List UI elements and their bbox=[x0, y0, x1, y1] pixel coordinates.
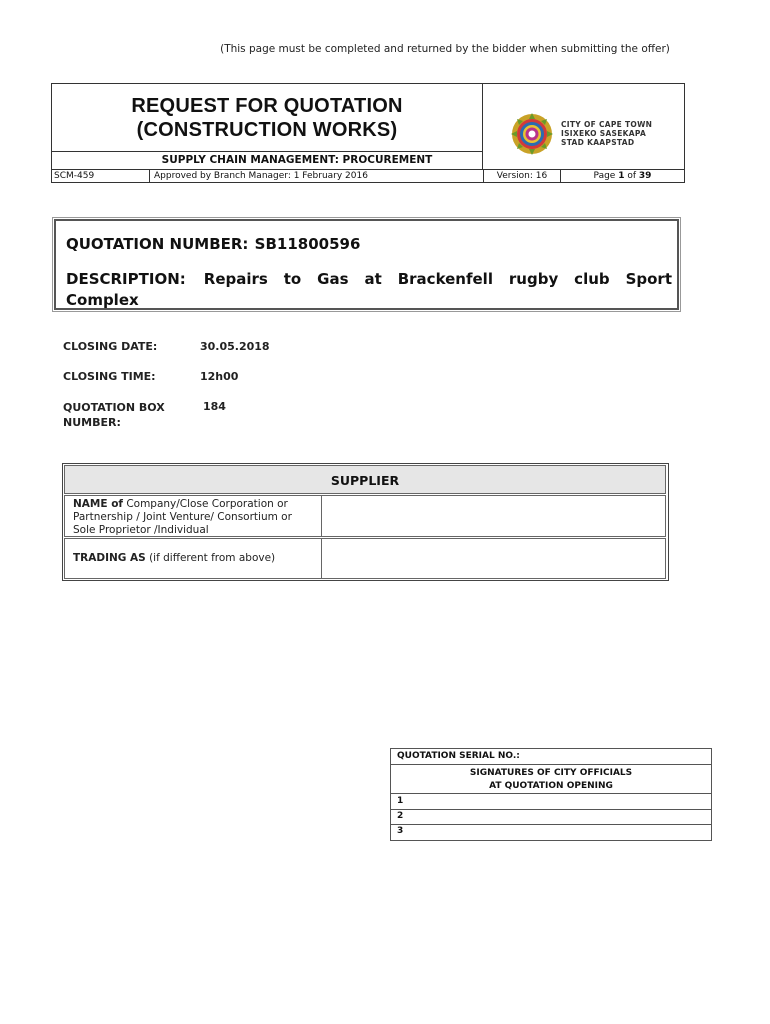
approval-info: Approved by Branch Manager: 1 February 2016 bbox=[149, 170, 483, 183]
supplier-name-input[interactable] bbox=[323, 496, 666, 536]
trading-as-label bbox=[65, 539, 322, 578]
title-line-2: (CONSTRUCTION WORKS) bbox=[136, 119, 398, 141]
quotation-number-value[interactable]: SB11800596 bbox=[254, 235, 361, 253]
page-of: of bbox=[627, 171, 637, 181]
closing-date-label: CLOSING DATE: bbox=[63, 340, 158, 353]
title-cell bbox=[52, 84, 483, 152]
quotation-box-label-line-1: QUOTATION BOX bbox=[63, 401, 165, 414]
supplier-name-label-bold: NAME of bbox=[73, 498, 123, 510]
page-number: 1 bbox=[618, 171, 625, 181]
logo-line-2: ISIXEKO SASEKAPA bbox=[561, 129, 647, 138]
supplier-heading: SUPPLIER bbox=[64, 465, 666, 494]
page-total: 39 bbox=[638, 171, 652, 181]
title-line-1: REQUEST FOR QUOTATION bbox=[131, 95, 403, 117]
signatures-heading-line-1: SIGNATURES OF CITY OFFICIALS bbox=[469, 768, 633, 778]
logo-line-1: CITY OF CAPE TOWN bbox=[561, 120, 653, 129]
logo-text bbox=[561, 120, 652, 147]
serial-table bbox=[390, 748, 712, 841]
header-subtitle: SUPPLY CHAIN MANAGEMENT: PROCUREMENT bbox=[52, 152, 483, 169]
signature-row[interactable]: 3 bbox=[397, 826, 404, 836]
trading-as-label-bold: TRADING AS bbox=[73, 552, 146, 564]
supplier-name-label bbox=[65, 496, 322, 536]
supplier-name-row bbox=[64, 495, 666, 537]
signatures-heading bbox=[391, 765, 711, 794]
form-code: SCM-459 bbox=[54, 171, 95, 181]
header-meta-row bbox=[52, 169, 684, 182]
quotation-box-label-line-2: NUMBER: bbox=[63, 416, 121, 429]
description-label: DESCRIPTION: bbox=[66, 270, 186, 288]
signatures-heading-line-2: AT QUOTATION OPENING bbox=[489, 781, 613, 791]
trading-as-input[interactable] bbox=[323, 539, 666, 578]
supplier-name-label-rest: Company/Close Corporation or Partnership / Joint Venture/ Consortium or Sole Proprietor /Individual bbox=[73, 498, 292, 536]
signature-row[interactable]: 1 bbox=[391, 794, 711, 810]
quotation-number-label: QUOTATION NUMBER: bbox=[66, 235, 249, 253]
closing-date-value[interactable]: 30.05.2018 bbox=[200, 340, 270, 353]
city-logo-icon bbox=[510, 112, 554, 156]
trading-as-label-rest: (if different from above) bbox=[145, 552, 276, 564]
quotation-number bbox=[66, 235, 360, 253]
description-value[interactable]: Repairs to Gas at Brackenfell rugby club Sport Complex bbox=[66, 270, 672, 309]
description bbox=[66, 269, 672, 311]
serial-title: QUOTATION SERIAL NO.: bbox=[391, 749, 711, 765]
submission-note: (This page must be completed and returned by the bidder when submitting the offer) bbox=[220, 43, 670, 55]
supplier-table bbox=[62, 463, 669, 581]
page-prefix: Page bbox=[593, 171, 616, 181]
logo-cell bbox=[483, 84, 684, 169]
quotation-box bbox=[54, 219, 679, 310]
quotation-box-value[interactable]: 184 bbox=[203, 400, 226, 413]
closing-time-value[interactable]: 12h00 bbox=[200, 370, 239, 383]
version-info: Version: 16 bbox=[483, 170, 560, 183]
closing-time-label: CLOSING TIME: bbox=[63, 370, 156, 383]
signature-row[interactable]: 2 bbox=[391, 810, 711, 825]
document-header bbox=[51, 83, 685, 183]
quotation-box-label bbox=[63, 400, 165, 430]
trading-as-row bbox=[64, 538, 666, 579]
page-info bbox=[560, 170, 684, 183]
logo-line-3: STAD KAAPSTAD bbox=[561, 138, 635, 147]
